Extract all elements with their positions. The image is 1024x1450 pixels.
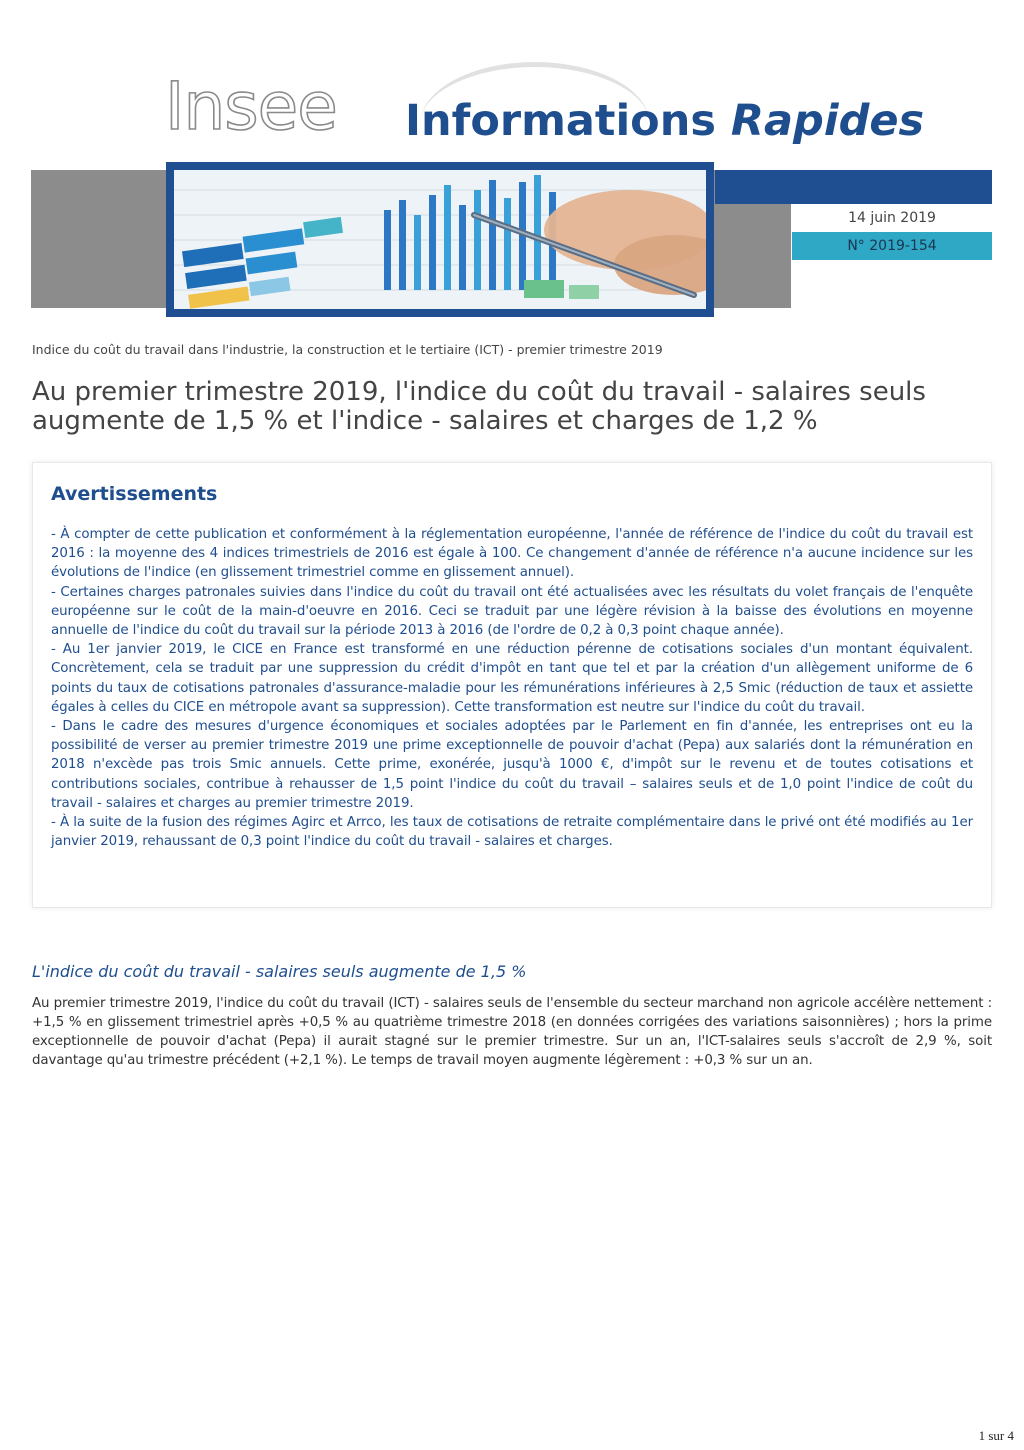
warning-paragraph: - À compter de cette publication et conformément à la réglementation européenne, l'année de référence de l'indice du coût du travail est 2016 : la moyenne des 4 indices trimestriels de 2016 est égale à 100. Ce changement d'année de référence n'a aucune incidence sur les évolutions de l'indice (en glissement trimestriel comme en glissement annuel). (51, 527, 973, 581)
chart-photo-illustration (174, 170, 706, 309)
section-paragraph: Au premier trimestre 2019, l'indice du coût du travail (ICT) - salaires seuls de l'ensemble du secteur marchand non agricole accélère nettement : +1,5 % en glissement trimestriel après +0,5 % au quatrième trimestre 2018 (en données corrigées des variations saisonnières) ; hors la prime exceptionnelle de pouvoir d'achat (Pepa) il aurait stagné sur le premier trimestre. Sur un an, l'ICT-salaires seuls s'accroît de 2,9 %, soit davantage qu'au trimestre précédent (+2,1 %). Le temps de travail moyen augmente légèrement : +0,3 % sur un an. (32, 996, 992, 1068)
insee-logo: Insee (165, 68, 337, 145)
warning-paragraph: - Au 1er janvier 2019, le CICE en France est transformé en une réduction pérenne de cotisations sociales d'un montant équivalent. Concrètement, cela se traduit par une suppression du crédit d'impôt en tant que tel et par la création d'un allègement uniforme de 6 points du taux de cotisations patronales d'assurance-maladie pour les rémunérations inférieures à 2,5 Smic (réduction de taux et assiette égales à celles du CICE en métropole avant sa suppression). Cette transformation est neutre sur l'indice du coût du travail. (51, 642, 973, 715)
breadcrumb: Indice du coût du travail dans l'industrie, la construction et le tertiaire (ICT) - premier trimestre 2019 (32, 342, 663, 357)
header-photo-frame (166, 162, 714, 317)
publication-title-informations: Informations (405, 96, 716, 146)
warning-paragraph: - À la suite de la fusion des régimes Agirc et Arrco, les taux de cotisations de retraite complémentaire dans le privé ont été modifiés au 1er janvier 2019, rehaussant de 0,3 point l'indice du coût du travail - salaires et charges. (51, 815, 973, 850)
page-title: Au premier trimestre 2019, l'indice du coût du travail - salaires seuls augmente de 1,5 % et l'indice - salaires et charges de 1,2 % (32, 377, 926, 436)
header-chart-photo (174, 170, 706, 309)
warnings-box (32, 462, 992, 908)
warning-paragraph: - Dans le cadre des mesures d'urgence économiques et sociales adoptées par le Parlement en fin d'année, les entreprises ont eu la possibilité de verser au premier trimestre 2019 une prime exceptionnelle de pouvoir d'achat (Pepa) aux salariés dont la rémunération en 2018 n'excède pas trois Smic annuels. Cette prime, exonérée, jusqu'à 1000 €, d'impôt sur le revenu et de toutes cotisations et contributions sociales, contribue à rehausser de 1,5 point l'indice du coût du travail – salaires seuls et de 1,0 point l'indice de coût du travail - salaires et charges au premier trimestre 2019. (51, 719, 973, 811)
publication-title-rapides: Rapides (730, 96, 925, 146)
header-blue-band (715, 170, 992, 204)
section-title: L'indice du coût du travail - salaires seuls augmente de 1,5 % (32, 962, 527, 981)
publication-title (405, 96, 925, 146)
publication-number: N° 2019-154 (792, 232, 992, 260)
publication-date: 14 juin 2019 (792, 204, 992, 232)
page-number: 1 sur 4 (978, 1428, 1014, 1443)
warnings-title: Avertissements (51, 483, 218, 505)
warning-paragraph: - Certaines charges patronales suivies dans l'indice du coût du travail ont été actualisées avec les résultats du volet français de l'enquête européenne sur le coût de la main-d'oeuvre en 2016. Ceci se traduit par une légère révision à la baisse des évolutions en moyenne annuelle de l'indice du coût du travail sur la période 2013 à 2016 (de l'ordre de 0,2 à 0,3 point chaque année). (51, 584, 973, 639)
